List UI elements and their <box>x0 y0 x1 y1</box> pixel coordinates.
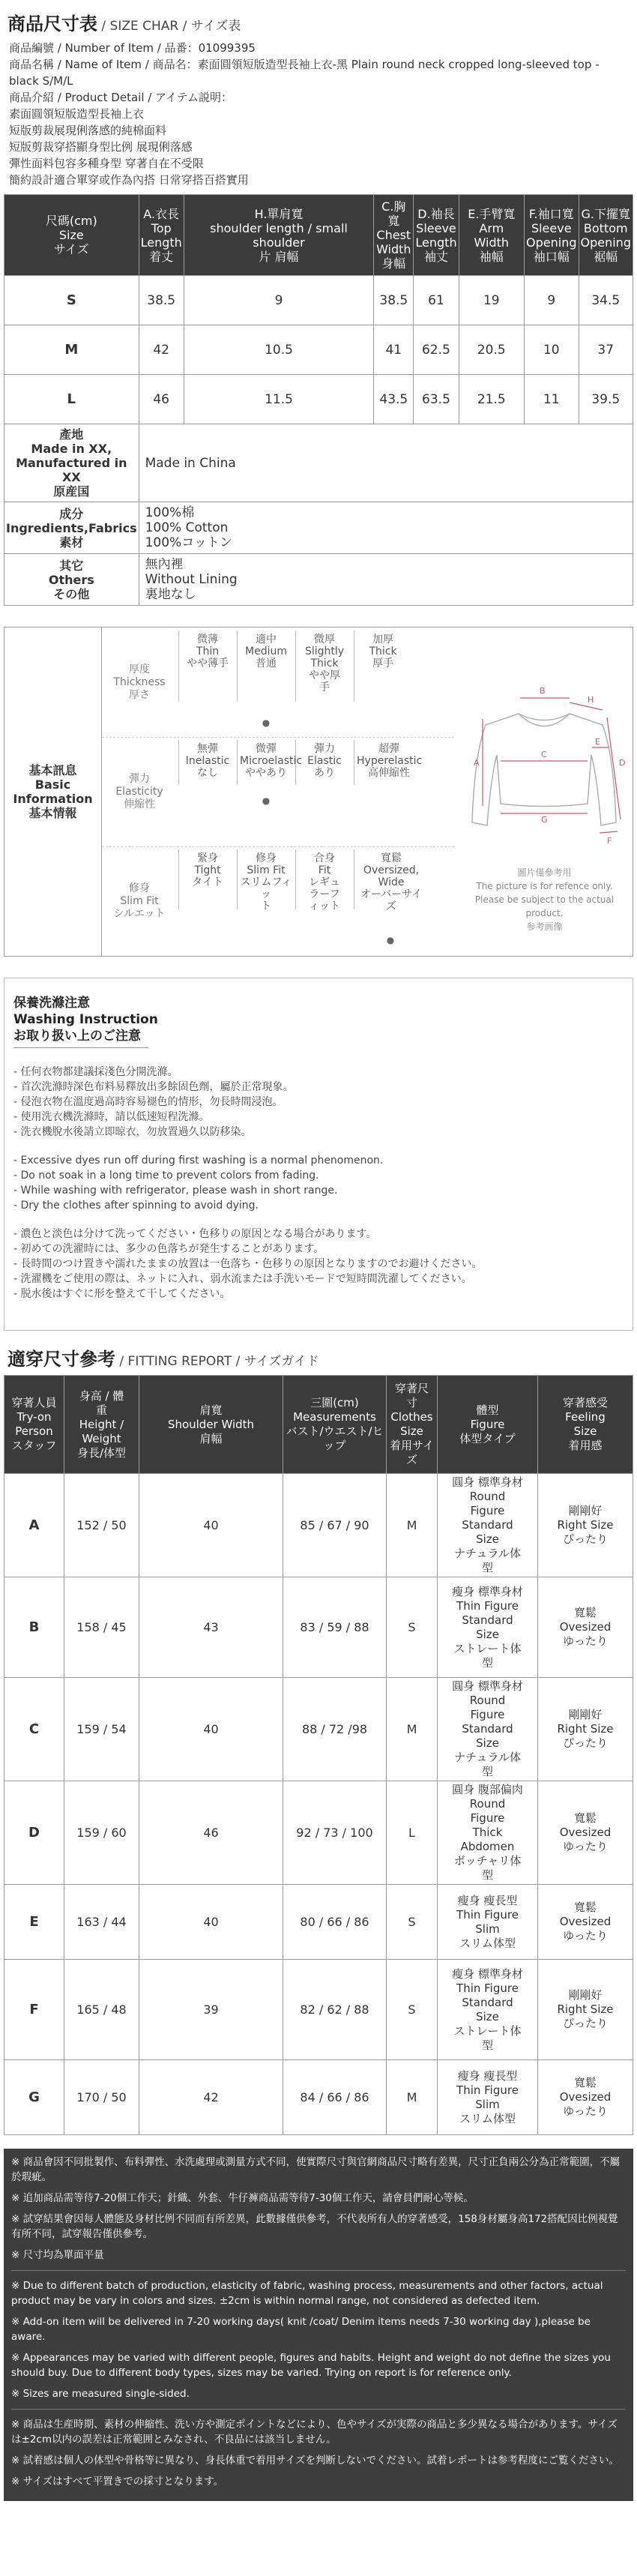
washing-title-en: Washing Instruction <box>13 1012 158 1027</box>
person-name: C <box>4 1678 64 1781</box>
basic-info-title: 基本訊息 Basic Information 基本情報 <box>4 628 102 956</box>
diagram-letter: B <box>540 686 546 696</box>
note-en: ※ Sizes are measured single-sided. <box>11 2388 190 2400</box>
clothes-size: M <box>387 1474 438 1577</box>
figure-type: 瘦身 瘦長型 Thin Figure Slim スリム体型 <box>438 1885 538 1960</box>
height-weight: 159 / 60 <box>64 1781 139 1885</box>
size-cell: 46 <box>139 375 184 424</box>
size-cell: 62.5 <box>414 325 459 375</box>
header-feeling: 穿著感受 Feeling Size 着用感 <box>538 1376 633 1474</box>
diagram-letter: C <box>541 750 547 759</box>
diagram-letter: G <box>541 815 548 825</box>
shoulder-width: 40 <box>139 1885 283 1960</box>
size-cell: 42 <box>139 325 184 375</box>
feeling: 寬鬆 Ovesized ゆったり <box>538 2060 633 2135</box>
size-cell: 63.5 <box>414 375 459 424</box>
shoulder-width: 40 <box>139 1678 283 1781</box>
size-cell: 61 <box>414 276 459 325</box>
size-cell: 21.5 <box>459 375 524 424</box>
product-info-line: 短版剪裁穿搭顯身型比例 展現俐落感 <box>9 140 193 154</box>
feeling: 剛剛好 Right Size ぴったり <box>538 1960 633 2060</box>
height-weight: 165 / 48 <box>64 1960 139 2060</box>
fitting-row <box>4 1781 633 1885</box>
size-cell: 11.5 <box>184 375 373 424</box>
height-weight: 158 / 45 <box>64 1577 139 1678</box>
measurements: 92 / 73 / 100 <box>283 1781 387 1885</box>
header-size: 尺碼(cm) Size サイズ <box>4 195 139 276</box>
fitting-row <box>4 2060 633 2135</box>
size-row <box>4 325 633 375</box>
feeling: 寬鬆 Ovesized ゆったり <box>538 1885 633 1960</box>
size-label: M <box>4 325 139 375</box>
elasticity-option: 微彈 Microelastic ややあり <box>240 743 303 779</box>
size-cell: 9 <box>184 276 373 325</box>
height-weight: 170 / 50 <box>64 2060 139 2135</box>
shoulder-width: 46 <box>139 1781 283 1885</box>
thickness-option: 適中 Medium 普通 <box>245 634 287 669</box>
clothes-size: S <box>387 1960 438 2060</box>
size-cell: 10 <box>525 325 579 375</box>
material-label: 成分 Ingredients,Fabrics 素材 <box>4 502 139 554</box>
garment-measurement-diagram <box>460 672 629 860</box>
product-info-line: 商品名稱 / Name of Item / 商品名：素面圓領短版造型長袖上衣-黑 Plain round neck cropped long-sleeved top - black S/M/L <box>9 58 600 88</box>
feeling: 剛剛好 Right Size ぴったり <box>538 1678 633 1781</box>
figure-type: 圓身 標準身材 Round Figure Standard Size ナチュラル体 型 <box>438 1678 538 1781</box>
fitting-header <box>4 1376 633 1474</box>
figure-type: 瘦身 標準身材 Thin Figure Standard Size ストレート体 型 <box>438 1960 538 2060</box>
header-person: 穿著人員 Try-on Person スタッフ <box>4 1376 64 1474</box>
clothes-size: M <box>387 2060 438 2135</box>
size-table <box>4 194 633 606</box>
size-cell: 9 <box>525 276 579 325</box>
fitting-row <box>4 1960 633 2060</box>
figure-type: 瘦身 標準身材 Thin Figure Standard Size ストレート体 型 <box>438 1577 538 1678</box>
material-value: 100%棉 100% Cotton 100%コットン <box>139 502 633 554</box>
size-cell: 11 <box>525 375 579 424</box>
measurements: 80 / 66 / 86 <box>283 1885 387 1960</box>
person-name: D <box>4 1781 64 1885</box>
washing-ja: - 濃色と淡色は分けて洗ってください・色移りの原因となる場合があります。 - 初めての洗濯時には、多少の色落ちが発生することがあります。 - 長時間のつけ置きや濡れたままの放置は一色落ち・色移りの原因となりますのでお避けください。 - 洗濯機をご使用の際は、ネットに入れ、弱水流または手洗いモードで短時間洗濯してください。 - 脱水後はすぐに形を整えて干してください。 <box>13 1228 483 1300</box>
elasticity-option: 無彈 Inelastic なし <box>185 743 230 779</box>
washing-title-zh: 保養洗滌注意 <box>13 996 90 1011</box>
size-cell: 20.5 <box>459 325 524 375</box>
product-info-line: 短版剪裁展現俐落感的純棉面料 <box>9 124 167 137</box>
product-info-line: 簡約設計適合單穿或作為內搭 日常穿搭百搭實用 <box>9 173 249 187</box>
header-figure: 體型 Figure 体型タイプ <box>438 1376 538 1474</box>
thickness-selected-dot: ● <box>262 717 271 728</box>
feeling: 剛剛好 Right Size ぴったり <box>538 1474 633 1577</box>
clothes-size: S <box>387 1577 438 1678</box>
fit-label: 修身 Slim Fit シルエット <box>113 882 166 920</box>
fitting-table <box>4 1375 633 2135</box>
elasticity-label: 彈力 Elasticity 伸縮性 <box>115 772 163 810</box>
elasticity-row <box>102 737 454 846</box>
person-name: A <box>4 1474 64 1577</box>
person-name: E <box>4 1885 64 1960</box>
header-arm-width: E.手臂寬 Arm Width 袖幅 <box>459 195 524 276</box>
header-top-length: A.衣長 Top Length 着丈 <box>139 195 184 276</box>
measurements: 83 / 59 / 88 <box>283 1577 387 1678</box>
size-row <box>4 375 633 424</box>
diagram-note: 圖片僅參考用 The picture is for refence only. Please be subject to the actual product. 参考画像 <box>474 867 615 932</box>
note-en: ※ Due to different batch of production, elasticity of fabric, washing process, measurements and other factors, actual product may be vary in colors and sizes. ±2cm is within normal range, not considered as defected item. <box>11 2280 603 2307</box>
fitting-row <box>4 1474 633 1577</box>
header-sleeve-opening: F.袖口寬 Sleeve Opening 袖口幅 <box>525 195 579 276</box>
notes-panel <box>4 2149 633 2501</box>
elasticity-option: 超彈 Hyperelastic 高伸縮性 <box>357 743 423 779</box>
shoulder-width: 40 <box>139 1474 283 1577</box>
size-chart-title: 商品尺寸表 / SIZE CHAR / サイズ表 <box>7 13 241 34</box>
header-shoulder-width: 肩寬 Shoulder Width 肩幅 <box>139 1376 283 1474</box>
fitting-row <box>4 1577 633 1678</box>
material-row <box>4 502 633 554</box>
washing-instruction <box>4 978 633 1331</box>
fitting-row <box>4 1885 633 1960</box>
fit-selected-dot: ● <box>386 935 395 945</box>
person-name: B <box>4 1577 64 1678</box>
origin-row <box>4 424 633 502</box>
clothes-size: S <box>387 1885 438 1960</box>
size-row <box>4 276 633 325</box>
basic-info-panel <box>4 627 633 957</box>
diagram-letter: D <box>619 758 626 768</box>
height-weight: 152 / 50 <box>64 1474 139 1577</box>
figure-type: 圓身 標準身材 Round Figure Standard Size ナチュラル体 型 <box>438 1474 538 1577</box>
shoulder-width: 43 <box>139 1577 283 1678</box>
feeling: 寬鬆 Ovesized ゆったり <box>538 1781 633 1885</box>
fit-row <box>102 846 454 956</box>
others-label: 其它 Others その他 <box>4 554 139 606</box>
thickness-option: 微薄 Thin やや薄手 <box>187 634 229 669</box>
note-zh: ※ 尺寸均為單面平量 <box>11 2249 104 2261</box>
height-weight: 159 / 54 <box>64 1678 139 1781</box>
fitting-title: 適穿尺寸參考 / FITTING REPORT / サイズガイド <box>7 1349 319 1370</box>
diagram-letter: A <box>474 758 480 768</box>
measurements: 85 / 67 / 90 <box>283 1474 387 1577</box>
measurements: 82 / 62 / 88 <box>283 1960 387 2060</box>
feeling: 寬鬆 Ovesized ゆったり <box>538 1577 633 1678</box>
header-clothes-size: 穿著尺 寸 Clothes Size 着用サイ ズ <box>387 1376 438 1474</box>
shoulder-width: 42 <box>139 2060 283 2135</box>
elasticity-option: 彈力 Elastic あり <box>307 743 342 779</box>
header-measurements: 三圍(cm) Measurements バスト/ウエスト/ヒップ <box>283 1376 387 1474</box>
person-name: F <box>4 1960 64 2060</box>
size-cell: 34.5 <box>579 276 633 325</box>
washing-title-ja: お取り扱い上のご注意 <box>13 1029 141 1044</box>
shoulder-width: 39 <box>139 1960 283 2060</box>
fitting-row <box>4 1678 633 1781</box>
product-info <box>0 40 637 194</box>
size-cell: 41 <box>374 325 414 375</box>
product-info-line: 商品介紹 / Product Detail / アイテム説明： <box>9 91 232 104</box>
fit-option: 修身 Slim Fit スリムフィッ ト <box>240 852 292 912</box>
product-info-line: 商品編號 / Number of Item / 品番：01099395 <box>9 41 256 55</box>
diagram-letter: H <box>588 695 594 705</box>
figure-type: 瘦身 瘦長型 Thin Figure Slim スリム体型 <box>438 2060 538 2135</box>
measurements: 84 / 66 / 86 <box>283 2060 387 2135</box>
fit-option: 寬鬆 Oversized, Wide オーバーサイ ズ <box>360 852 423 912</box>
size-cell: 38.5 <box>374 276 414 325</box>
product-info-line: 彈性面料包容多種身型 穿著自在不受限 <box>9 157 204 170</box>
header-bottom-opening: G.下擺寬 Bottom Opening 裾幅 <box>579 195 633 276</box>
others-row <box>4 554 633 606</box>
size-cell: 43.5 <box>374 375 414 424</box>
note-ja: ※ 試着感は個人の体型や骨格等に異なり、身長体重で着用サイズを判断しないでください。試着レポートは参考程度にご覧ください。 <box>11 2455 620 2467</box>
note-ja: ※ サイズはすべて平置きでの採寸となります。 <box>11 2476 224 2488</box>
figure-type: 圓身 腹部偏肉 Round Figure Thick Abdomen ボッチャリ体 型 <box>438 1781 538 1885</box>
product-info-line: 素面圓領短版造型長袖上衣 <box>9 107 145 121</box>
size-cell: 39.5 <box>579 375 633 424</box>
header-sleeve-length: D.袖長 Sleeve Length 袖丈 <box>414 195 459 276</box>
fit-option: 緊身 Tight タイト <box>192 852 223 888</box>
clothes-size: L <box>387 1781 438 1885</box>
fit-option: 合身 Fit レギュ ラーフ ィット <box>309 852 340 912</box>
size-cell: 38.5 <box>139 276 184 325</box>
thickness-option: 微厚 Slightly Thick やや厚 手 <box>304 634 345 693</box>
washing-zh: - 任何衣物都建議採淺色分開洗滌。 - 首次洗滌時深色布料易釋放出多餘固色劑，屬於正常現象。 - 侵泡衣物在溫度過高時容易褪色的情形，勿長時間浸泡。 - 使用洗衣機洗滌時，請以低速短程洗滌。 - 洗衣機脫水後請立即晾衣，勿放置過久以防移染。 <box>13 1066 294 1138</box>
origin-label: 產地 Made in XX, Manufactured in XX 原産国 <box>4 424 139 502</box>
height-weight: 163 / 44 <box>64 1885 139 1960</box>
size-cell: 10.5 <box>184 325 373 375</box>
size-cell: 37 <box>579 325 633 375</box>
size-cell: 19 <box>459 276 524 325</box>
note-ja: ※ 商品は生産時期、素材の伸縮性、洗い方や測定ポイントなどにより、色やサイズが実際の商品と多少異なる場合があります。サイズは±2cm以内の誤差は正常範囲とみなされ、不良品には該当しません。 <box>11 2419 618 2446</box>
note-zh: ※ 試穿結果會因每人體態及身材比例不同而有所差異，此數據僅供參考，不代表所有人的穿著感受，158身材屬身高172搭配因比例視覺有所不同，試穿報告僅供參考。 <box>11 2213 618 2240</box>
thickness-option: 加厚 Thick 厚手 <box>369 634 397 669</box>
diagram-letter: E <box>595 737 600 747</box>
size-table-header <box>4 195 633 276</box>
elasticity-selected-dot: ● <box>262 795 271 806</box>
diagram-letter: F <box>607 836 612 846</box>
note-zh: ※ 追加商品需等待7-20個工作天；針織、外套、牛仔褲商品需等待7-30個工作天，請會員們耐心等候。 <box>11 2192 474 2204</box>
others-value: 無內裡 Without Lining 裏地なし <box>139 554 633 606</box>
note-en: ※ Add-on item will be delivered in 7-20 working days( knit /coat/ Denim items needs 7-30 working day ),please be aware. <box>11 2316 591 2343</box>
size-label: L <box>4 375 139 424</box>
note-zh: ※ 商品會因不同批製作、布料彈性、水洗處理或測量方式不同，使實際尺寸與官網商品尺寸略有差異，尺寸正負兩公分為正常範圍，不屬於瑕疵。 <box>11 2156 621 2183</box>
size-label: S <box>4 276 139 325</box>
person-name: G <box>4 2060 64 2135</box>
note-en: ※ Appearances may be varied with different people, figures and habits. Height and weight do not define the sizes you should buy. Due to different body types, sizes may be varied. Trying on report is for reference only. <box>11 2352 611 2379</box>
washing-en: - Excessive dyes run off during first washing is a normal phenomenon. - Do not soak in a long time to prevent colors from fading. - While washing with refrigerator, please wash in short range. - Dry the clothes after spinning to avoid dying. <box>13 1155 384 1212</box>
header-height-weight: 身高 / 體 重 Height / Weight 身長/体型 <box>64 1376 139 1474</box>
header-chest: C.胸寬 Chest Width 身幅 <box>374 195 414 276</box>
thickness-label: 厚度 Thickness 厚さ <box>113 663 166 701</box>
measurements: 88 / 72 /98 <box>283 1678 387 1781</box>
clothes-size: M <box>387 1678 438 1781</box>
origin-value: Made in China <box>139 424 633 502</box>
thickness-row <box>102 628 454 737</box>
header-shoulder: H.單肩寬 shoulder length / small shoulder 片 肩幅 <box>184 195 373 276</box>
